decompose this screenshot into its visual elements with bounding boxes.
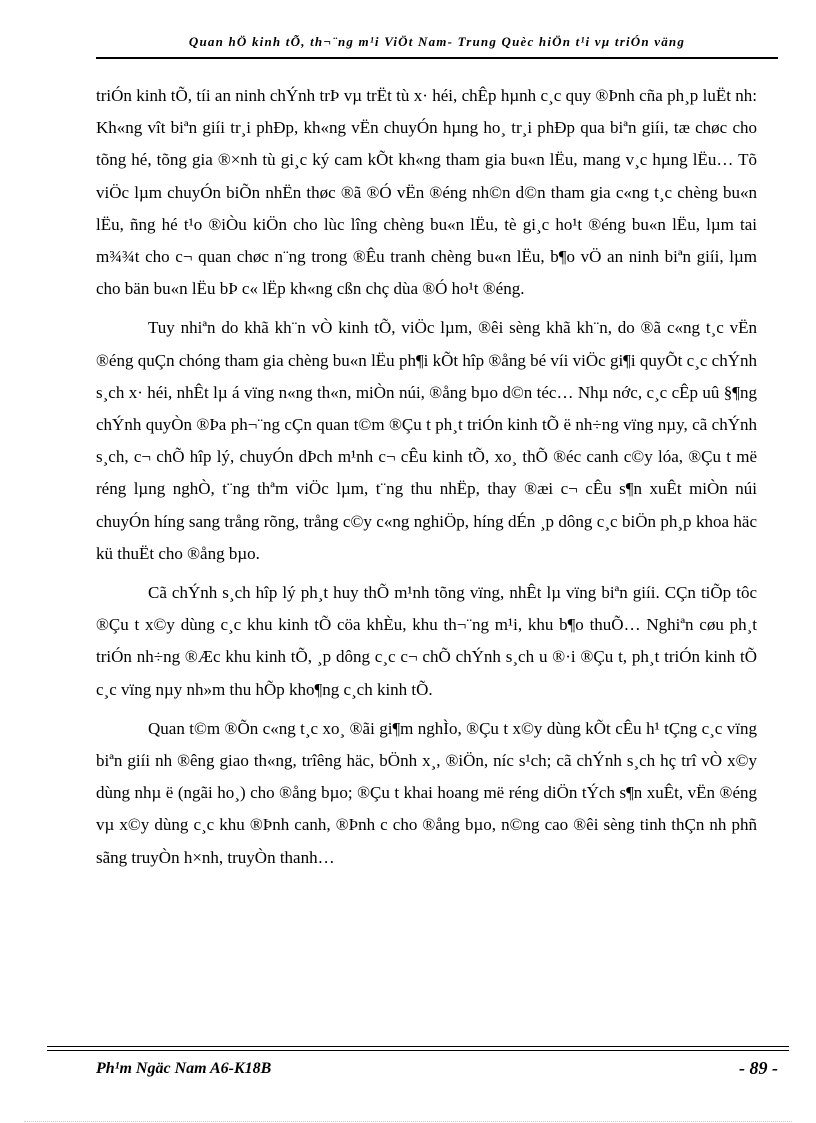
paragraph-2: Tuy nhiªn do khã kh¨n vÒ kinh tÕ, viÖc lµm, ®êi sèng khã kh¨n, do ®ã c«ng t¸c vËn ®éng quÇn chóng tham gia chèng bu«n lËu ph¶i kÕt hîp ®ång bé víi viÖc gi¶i quyÕt c¸c chÝnh s¸ch x· héi, nhÊt lµ á vïng n«ng th«n, miÒn núi, ®ång bµo d©n téc… Nhµ nớc, c¸c cÊp uû §¶ng chÝnh quyÒn ®Þa ph¬¨ng cÇn quan t©m ®Çu t ph¸t triÓn kinh tÕ ë nh÷ng vïng nµy, cã chÝnh s¸ch, c¬ chÕ hîp lý, chuyÓn dÞch m¹nh c¬ cÊu kinh tÕ, xo¸ thÕ ®éc canh c©y lóa, ®Çu t më réng lµng nghÒ, t¨ng thªm viÖc lµm, t¨ng thu nhËp, thay ®æi c¬ cÊu s¶n xuÊt miÒn núi chuyÓn híng sang trång rõng, trång c©y c«ng nghiÖp, híng dÉn ¸p dông c¸c biÖn ph¸p khoa häc kü thuËt cho ®ång bµo. xyxy=(96,318,757,563)
document-body xyxy=(96,80,757,881)
bottom-dotted-line xyxy=(24,1121,792,1122)
header-rule xyxy=(96,57,778,59)
paragraph-1: triÓn kinh tÕ, tíi an ninh chÝnh trÞ vµ trËt tù x· héi, chÊp hµnh c¸c quy ®Þnh cña ph¸p luËt nh: Kh«ng vît biªn giíi tr¸i phÐp, kh«ng vËn chuyÓn hµng ho¸ tr¸i phÐp qua biªn giíi, tæ chøc cho tõng hé, tõng gia ®×nh tù gi¸c ký cam kÕt kh«ng tham gia bu«n lËu, mang v¸c hµng lËu… Tõ viÖc lµm chuyÓn biÕn nhËn thøc ®ã ®Ó vËn ®éng nh©n d©n tham gia c«ng t¸c chèng bu«n lËu, ñng hé t¹o ®iÒu kiÖn cho lùc lîng chèng bu«n lËu, tè gi¸c ho¹t ®éng bu«n lËu, lµm tai m¾¾t cho c¬ quan chøc n¨ng trong ®Êu tranh chèng bu«n lËu, b¶o vÖ an ninh biªn giíi, lµm cho bän bu«n lËu bÞ c« lËp kh«ng cßn chç dùa ®Ó ho¹t ®éng. xyxy=(96,86,757,299)
paragraph-3: Cã chÝnh s¸ch hîp lý ph¸t huy thÕ m¹nh tõng vïng, nhÊt lµ vïng biªn giíi. CÇn tiÕp tôc ®Çu t x©y dùng c¸c khu kinh tÕ cöa khÈu, khu th¬¨ng m¹i, khu b¶o thuÕ… Nghiªn cøu ph¸t triÓn nh÷ng ®Æc khu kinh tÕ, ¸p dông c¸c c¬ chÕ chÝnh s¸ch u ®·i ®Çu t, ph¸t triÓn kinh tÕ c¸c vïng nµy nh»m thu hÕp kho¶ng c¸ch kinh tÕ. xyxy=(96,583,757,699)
footer-author: Ph¹m Ngäc Nam A6-K18B xyxy=(96,1060,272,1077)
footer-rule xyxy=(47,1046,789,1051)
page-number: - 89 - xyxy=(739,1058,778,1078)
page-header-title: Quan hÖ kinh tÕ, th¬¨ng m¹i ViÖt Nam- Trung Quèc hiÖn t¹i vµ triÓn väng xyxy=(188,34,686,49)
paragraph-4: Quan t©m ®Õn c«ng t¸c xo¸ ®ãi gi¶m nghÌo, ®Çu t x©y dùng kÕt cÊu h¹ tÇng c¸c vïng biªn giíi nh ®êng giao th«ng, trîêng häc, bÖnh x¸, ®iÖn, níc s¹ch; cã chÝnh s¸ch hç trî vÒ x©y dùng nhµ ë (ngãi ho¸) cho ®ång bµo; ®Çu t khai hoang më réng diÖn tÝch s¶n xuÊt, vËn ®éng vµ x©y dùng c¸c khu ®Þnh canh, ®Þnh c cho ®ång bµo, n©ng cao ®êi sèng tinh thÇn nh phñ sãng truyÒn h×nh, truyÒn thanh… xyxy=(96,718,757,867)
